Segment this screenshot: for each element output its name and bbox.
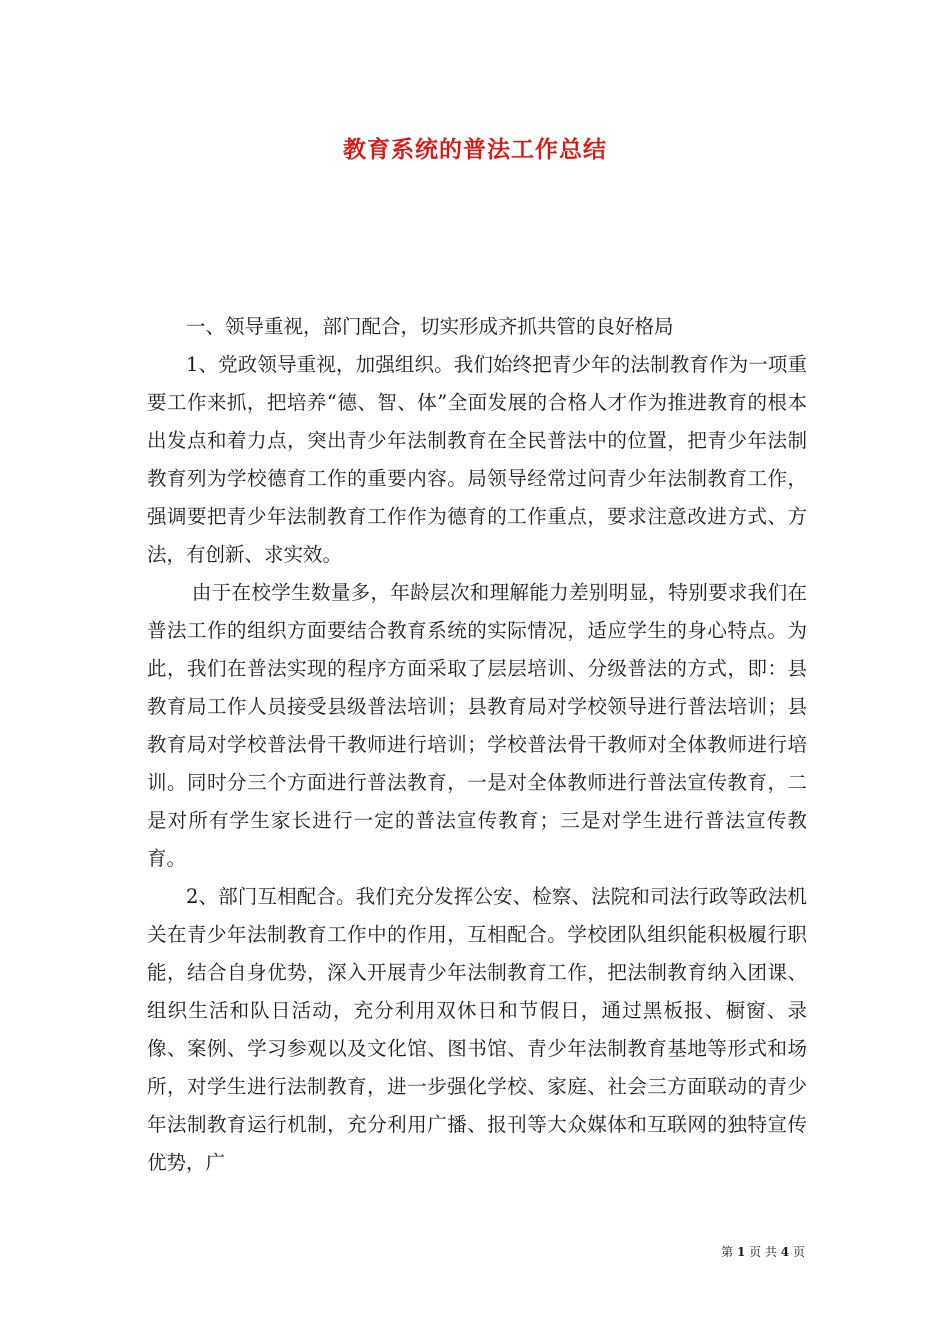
footer-prefix: 第 bbox=[721, 1245, 734, 1259]
paragraph: 由于在校学生数量多，年龄层次和理解能力差别明显，特别要求我们在普法工作的组织方面要结合教育系统的实际情况，适应学生的身心特点。为此，我们在普法实现的程序方面采取了层层培训、分级普法的方式，即：县教育局工作人员接受县级普法培训；县教育局对学校领导进行普法培训；县教育局对学校普法骨干教师进行培训；学校普法骨干教师对全体教师进行培训。同时分三个方面进行普法教育，一是对全体教师进行普法宣传教育，二是对所有学生家长进行一定的普法宣传教育；三是对学生进行普法宣传教育。 bbox=[147, 581, 807, 870]
document-body bbox=[147, 308, 807, 1182]
footer-suffix: 页 bbox=[792, 1245, 805, 1259]
footer-page-number: 1 bbox=[736, 1245, 746, 1259]
footer-middle: 页 共 bbox=[749, 1245, 777, 1259]
paragraph: 2、部门互相配合。我们充分发挥公安、检察、法院和司法行政等政法机关在青少年法制教育工作中的作用，互相配合。学校团队组织能积极履行职能，结合自身优势，深入开展青少年法制教育工作，把法制教育纳入团课、组织生活和队日活动，充分利用双休日和节假日，通过黑板报、橱窗、录像、案例、学习参观以及文化馆、图书馆、青少年法制教育基地等形式和场所，对学生进行法制教育，进一步强化学校、家庭、社会三方面联动的青少年法制教育运行机制，充分利用广播、报刊等大众媒体和互联网的独特宣传优势，广 bbox=[147, 885, 807, 1174]
page-footer bbox=[721, 1242, 805, 1262]
paragraph: 1、党政领导重视，加强组织。我们始终把青少年的法制教育作为一项重要工作来抓，把培养“德、智、体”全面发展的合格人才作为推进教育的根本出发点和着力点，突出青少年法制教育在全民普法中的位置，把青少年法制教育列为学校德育工作的重要内容。局领导经常过问青少年法制教育工作，强调要把青少年法制教育工作作为德育的工作重点，要求注意改进方式、方法，有创新、求实效。 bbox=[147, 353, 807, 566]
footer-total-pages: 4 bbox=[780, 1245, 790, 1259]
section-heading: 一、领导重视，部门配合，切实形成齐抓共管的良好格局 bbox=[186, 315, 674, 338]
document-title: 教育系统的普法工作总结 bbox=[343, 136, 607, 163]
